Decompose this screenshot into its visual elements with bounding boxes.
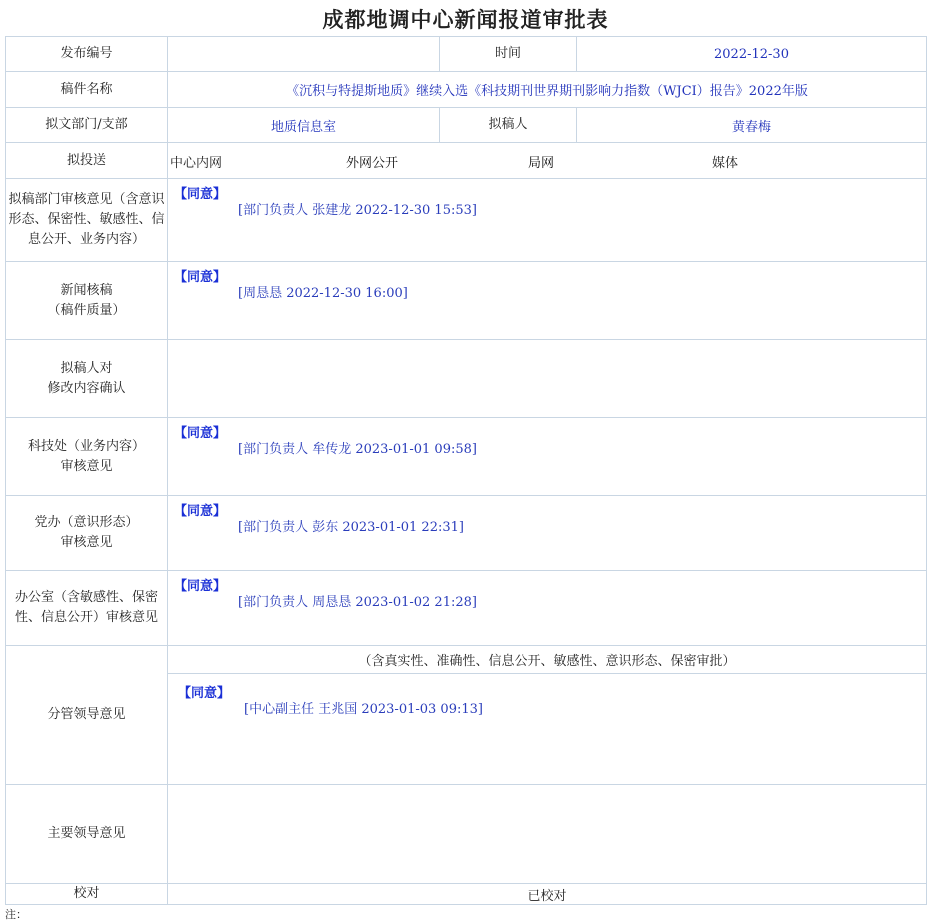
drafter-confirm-cell — [168, 340, 927, 418]
leader-review-cell — [168, 674, 927, 785]
party-review-agree: 【同意】 — [174, 504, 227, 519]
dept-review-label: 拟稿部门审核意见（含意识形态、保密性、敏感性、信息公开、业务内容） — [6, 179, 168, 262]
dept-review-agree: 【同意】 — [174, 187, 227, 202]
proofread-value: 已校对 — [168, 884, 927, 905]
tech-review-label — [6, 418, 168, 496]
tech-review-label-line2: 审核意见 — [60, 458, 113, 474]
office-review-label: 办公室（含敏感性、保密性、信息公开）审核意见 — [6, 571, 168, 646]
form-title: 成都地调中心新闻报道审批表 — [322, 8, 609, 32]
party-review-sign: [部门负责人 彭东 2023-01-01 22:31] — [238, 520, 464, 535]
time-label: 时间 — [440, 37, 577, 72]
row-party-review — [6, 496, 927, 571]
manuscript-label: 稿件名称 — [6, 72, 168, 108]
row-manuscript — [6, 72, 927, 108]
party-review-cell — [168, 496, 927, 571]
footnote: 注： — [5, 908, 27, 921]
send-option-public: 外网公开 — [346, 155, 399, 171]
main-leader-label: 主要领导意见 — [6, 785, 168, 884]
row-office-review — [6, 571, 927, 646]
approval-form — [5, 36, 927, 905]
office-review-agree: 【同意】 — [174, 579, 227, 594]
drafter-confirm-label-line1: 拟稿人对 — [60, 360, 113, 376]
manuscript-title: 《沉积与特提斯地质》继续入选《科技期刊世界期刊影响力指数（WJCI）报告》2022年版 — [168, 72, 927, 108]
tech-review-agree: 【同意】 — [174, 426, 227, 441]
news-review-label — [6, 262, 168, 340]
dept-review-cell — [168, 179, 927, 262]
issue-no-value — [168, 37, 440, 72]
party-review-label-line2: 审核意见 — [60, 535, 113, 550]
leader-review-note: （含真实性、准确性、信息公开、敏感性、意识形态、保密审批） — [168, 646, 927, 674]
leader-review-label: 分管领导意见 — [6, 646, 168, 785]
dept-value: 地质信息室 — [168, 108, 440, 143]
drafter-label: 拟稿人 — [440, 108, 577, 143]
office-review-sign: [部门负责人 周恳恳 2023-01-02 21:28] — [238, 595, 477, 610]
news-review-label-line1: 新闻核稿 — [60, 282, 113, 298]
send-options — [168, 143, 927, 179]
row-issue-time — [6, 37, 927, 72]
party-review-label — [6, 496, 168, 571]
leader-review-agree: 【同意】 — [178, 686, 231, 701]
row-leader-note — [6, 646, 927, 674]
drafter-value: 黄春梅 — [577, 108, 927, 143]
row-dept-review — [6, 179, 927, 262]
send-option-intranet: 中心内网 — [170, 155, 223, 171]
time-value: 2022-12-30 — [577, 37, 927, 72]
office-review-cell — [168, 571, 927, 646]
dept-label: 拟文部门/支部 — [6, 108, 168, 143]
row-drafter-confirm — [6, 340, 927, 418]
news-review-label-line2: （稿件质量） — [47, 302, 126, 318]
dept-review-sign: [部门负责人 张建龙 2022-12-30 15:53] — [238, 203, 477, 218]
tech-review-sign: [部门负责人 牟传龙 2023-01-01 09:58] — [238, 442, 477, 457]
news-review-agree: 【同意】 — [174, 270, 227, 285]
leader-review-sign: [中心副主任 王兆国 2023-01-03 09:13] — [244, 702, 483, 717]
news-review-sign: [周恳恳 2022-12-30 16:00] — [238, 286, 408, 301]
row-dept-drafter — [6, 108, 927, 143]
send-option-bureau: 局网 — [528, 155, 555, 171]
row-main-leader — [6, 785, 927, 884]
main-leader-cell — [168, 785, 927, 884]
drafter-confirm-label — [6, 340, 168, 418]
party-review-label-line1: 党办（意识形态） — [34, 515, 139, 530]
tech-review-label-line1: 科技处（业务内容） — [27, 438, 145, 454]
issue-no-label: 发布编号 — [6, 37, 168, 72]
send-option-media: 媒体 — [712, 155, 739, 171]
tech-review-cell — [168, 418, 927, 496]
drafter-confirm-label-line2: 修改内容确认 — [47, 380, 126, 396]
row-send — [6, 143, 927, 179]
row-proofread — [6, 884, 927, 905]
row-tech-review — [6, 418, 927, 496]
row-news-review — [6, 262, 927, 340]
proofread-label: 校对 — [6, 884, 168, 905]
send-label: 拟投送 — [6, 143, 168, 179]
news-review-cell — [168, 262, 927, 340]
